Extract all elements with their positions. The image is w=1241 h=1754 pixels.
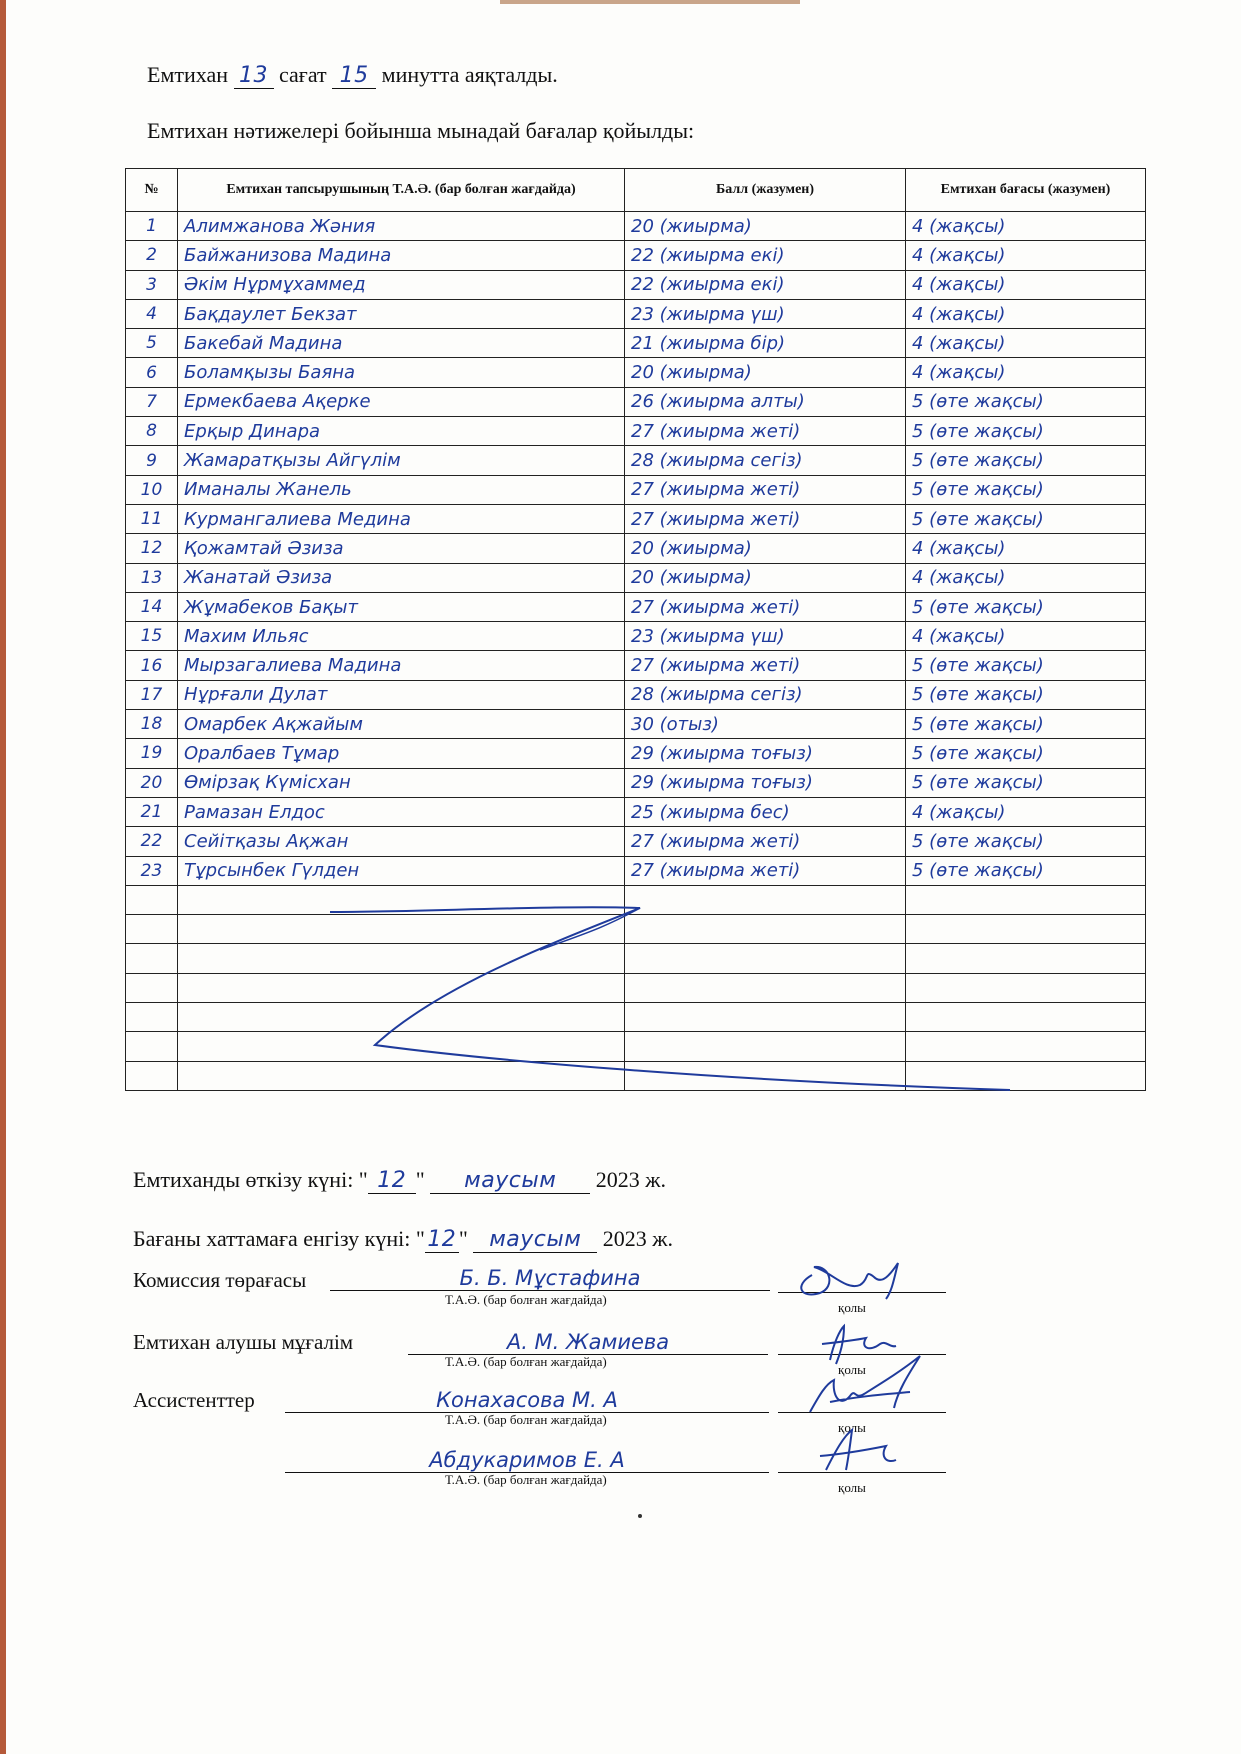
student-name-cell: Оралбаев Тұмар: [178, 739, 625, 768]
student-name-cell: Мырзагалиева Мадина: [178, 651, 625, 680]
entry-date-day: 12: [425, 1228, 459, 1253]
student-name-cell: Жұмабеков Бақыт: [178, 592, 625, 621]
student-name-cell: Өмірзақ Күмісхан: [178, 768, 625, 797]
row-number-cell: 8: [126, 417, 178, 446]
student-name-cell: Сейітқазы Ақжан: [178, 827, 625, 856]
exam-date-month: маусым: [430, 1169, 590, 1194]
row-number-cell: 1: [126, 212, 178, 241]
score-cell: 20 (жиырма): [625, 563, 906, 592]
row-number-cell: 16: [126, 651, 178, 680]
entry-date-year: 2023 ж.: [602, 1226, 673, 1251]
row-number-cell: 21: [126, 797, 178, 826]
score-cell: 27 (жиырма жеті): [625, 856, 906, 885]
grade-cell: 5 (өте жақсы): [906, 592, 1146, 621]
student-name-cell: Алимжанова Жәния: [178, 212, 625, 241]
exam-date-quote: ": [415, 1167, 425, 1192]
entry-date-line: [133, 1226, 673, 1253]
row-number-cell: 17: [126, 680, 178, 709]
row-number-cell: 2: [126, 241, 178, 270]
student-name-cell: Жамаратқызы Айгүлім: [178, 446, 625, 475]
student-name-cell: Ерқыр Динара: [178, 417, 625, 446]
chair-sign-caption: қолы: [838, 1300, 866, 1315]
grade-cell: 4 (жақсы): [906, 622, 1146, 651]
grade-cell: 5 (өте жақсы): [906, 768, 1146, 797]
row-number-cell: 14: [126, 592, 178, 621]
chair-signature: [790, 1255, 920, 1303]
assistant1-name: Конахасова М. А: [285, 1388, 769, 1413]
chair-label: Комиссия төрағасы: [133, 1268, 307, 1292]
score-cell: 27 (жиырма жеті): [625, 651, 906, 680]
row-number-cell: 20: [126, 768, 178, 797]
teacher-name: А. М. Жамиева: [408, 1330, 768, 1355]
results-intro: Емтихан нәтижелері бойынша мынадай бағалар қойылды:: [147, 118, 695, 143]
student-name-cell: Қожамтай Әзиза: [178, 534, 625, 563]
exam-date-label: Емтиханды өткізу күні: ": [133, 1167, 368, 1192]
row-number-cell: 23: [126, 856, 178, 885]
score-cell: 22 (жиырма екі): [625, 270, 906, 299]
score-cell: 27 (жиырма жеті): [625, 827, 906, 856]
student-name-cell: Нұрғали Дулат: [178, 680, 625, 709]
score-cell: 21 (жиырма бір): [625, 329, 906, 358]
row-number-cell: 3: [126, 270, 178, 299]
row-number-cell: 4: [126, 299, 178, 328]
grade-cell: 4 (жақсы): [906, 358, 1146, 387]
assistants-label: Ассистенттер: [133, 1388, 255, 1412]
grade-cell: 5 (өте жақсы): [906, 827, 1146, 856]
entry-date-month: маусым: [473, 1228, 597, 1253]
grade-cell: 5 (өте жақсы): [906, 475, 1146, 504]
score-cell: 20 (жиырма): [625, 534, 906, 563]
row-number-cell: 7: [126, 387, 178, 416]
assistant1-fio-caption: Т.А.Ә. (бар болған жағдайда): [445, 1412, 607, 1427]
row-number-cell: 10: [126, 475, 178, 504]
grade-cell: 4 (жақсы): [906, 241, 1146, 270]
score-cell: 27 (жиырма жеті): [625, 475, 906, 504]
chair-fio-caption: Т.А.Ә. (бар болған жағдайда): [445, 1292, 607, 1307]
student-name-cell: Махим Ильяс: [178, 622, 625, 651]
score-cell: 20 (жиырма): [625, 212, 906, 241]
teacher-sign-caption: қолы: [838, 1362, 866, 1377]
score-cell: 29 (жиырма тоғыз): [625, 739, 906, 768]
score-cell: 23 (жиырма үш): [625, 299, 906, 328]
ink-dot: [638, 1514, 642, 1518]
exam-end-hours: 13: [234, 64, 274, 89]
column-header-score: Балл (жазумен): [625, 169, 906, 212]
row-number-cell: 9: [126, 446, 178, 475]
assistant2-name: Абдукаримов Е. А: [285, 1448, 769, 1473]
grade-cell: 4 (жақсы): [906, 299, 1146, 328]
score-cell: 27 (жиырма жеті): [625, 417, 906, 446]
row-number-cell: 15: [126, 622, 178, 651]
assistant2-sign-caption: қолы: [838, 1480, 866, 1495]
column-header-number: №: [126, 169, 178, 212]
grade-cell: 4 (жақсы): [906, 534, 1146, 563]
student-name-cell: Омарбек Ақжайым: [178, 710, 625, 739]
row-number-cell: 22: [126, 827, 178, 856]
student-name-cell: Жанатай Әзиза: [178, 563, 625, 592]
row-number-cell: 6: [126, 358, 178, 387]
student-name-cell: Иманалы Жанель: [178, 475, 625, 504]
grade-cell: 4 (жақсы): [906, 270, 1146, 299]
assistant1-sign-caption: қолы: [838, 1420, 866, 1435]
score-cell: 28 (жиырма сегіз): [625, 446, 906, 475]
student-name-cell: Боламқызы Баяна: [178, 358, 625, 387]
score-cell: 27 (жиырма жеті): [625, 504, 906, 533]
grade-cell: 4 (жақсы): [906, 563, 1146, 592]
teacher-fio-caption: Т.А.Ә. (бар болған жағдайда): [445, 1354, 607, 1369]
grade-cell: 5 (өте жақсы): [906, 739, 1146, 768]
exam-end-minutes: 15: [332, 64, 376, 89]
grade-cell: 5 (өте жақсы): [906, 387, 1146, 416]
score-cell: 25 (жиырма бес): [625, 797, 906, 826]
student-name-cell: Бакебай Мадина: [178, 329, 625, 358]
score-cell: 30 (отыз): [625, 710, 906, 739]
score-cell: 29 (жиырма тоғыз): [625, 768, 906, 797]
grade-cell: 5 (өте жақсы): [906, 417, 1146, 446]
row-number-cell: 11: [126, 504, 178, 533]
student-name-cell: Рамазан Елдос: [178, 797, 625, 826]
grade-cell: 5 (өте жақсы): [906, 856, 1146, 885]
grade-cell: 4 (жақсы): [906, 329, 1146, 358]
row-number-cell: 18: [126, 710, 178, 739]
grade-cell: 5 (өте жақсы): [906, 446, 1146, 475]
assistant1-signature: [790, 1350, 930, 1422]
exam-end-hours-unit: сағат: [279, 62, 327, 87]
score-cell: 22 (жиырма екі): [625, 241, 906, 270]
assistant2-signature: [800, 1420, 910, 1476]
entry-date-label: Бағаны хаттамаға енгізу күні: ": [133, 1226, 425, 1251]
assistant2-fio-caption: Т.А.Ә. (бар болған жағдайда): [445, 1472, 607, 1487]
student-name-cell: Курмангалиева Медина: [178, 504, 625, 533]
exam-date-year: 2023 ж.: [595, 1167, 666, 1192]
grade-cell: 5 (өте жақсы): [906, 710, 1146, 739]
student-name-cell: Әкім Нұрмұхаммед: [178, 270, 625, 299]
student-name-cell: Байжанизова Мадина: [178, 241, 625, 270]
entry-date-quote: ": [458, 1226, 468, 1251]
row-number-cell: 5: [126, 329, 178, 358]
score-cell: 20 (жиырма): [625, 358, 906, 387]
score-cell: 28 (жиырма сегіз): [625, 680, 906, 709]
student-name-cell: Ермекбаева Ақерке: [178, 387, 625, 416]
grade-cell: 5 (өте жақсы): [906, 680, 1146, 709]
row-number-cell: 19: [126, 739, 178, 768]
grade-cell: 5 (өте жақсы): [906, 504, 1146, 533]
exam-end-suffix: минутта аяқталды.: [381, 62, 558, 87]
exam-end-prefix: Емтихан: [147, 62, 228, 87]
student-name-cell: Бақдаулет Бекзат: [178, 299, 625, 328]
exam-date-day: 12: [368, 1169, 416, 1194]
row-number-cell: 12: [126, 534, 178, 563]
chair-name: Б. Б. Мұстафина: [330, 1266, 770, 1291]
grade-cell: 4 (жақсы): [906, 212, 1146, 241]
column-header-grade: Емтихан бағасы (жазумен): [906, 169, 1146, 212]
grade-cell: 4 (жақсы): [906, 797, 1146, 826]
score-cell: 27 (жиырма жеті): [625, 592, 906, 621]
exam-date-line: [133, 1167, 666, 1194]
teacher-label: Емтихан алушы мұғалім: [133, 1330, 354, 1354]
grade-cell: 5 (өте жақсы): [906, 651, 1146, 680]
score-cell: 23 (жиырма үш): [625, 622, 906, 651]
student-name-cell: Тұрсынбек Гүлден: [178, 856, 625, 885]
score-cell: 26 (жиырма алты): [625, 387, 906, 416]
column-header-name: Емтихан тапсырушының Т.А.Ә. (бар болған жағдайда): [178, 169, 625, 212]
row-number-cell: 13: [126, 563, 178, 592]
